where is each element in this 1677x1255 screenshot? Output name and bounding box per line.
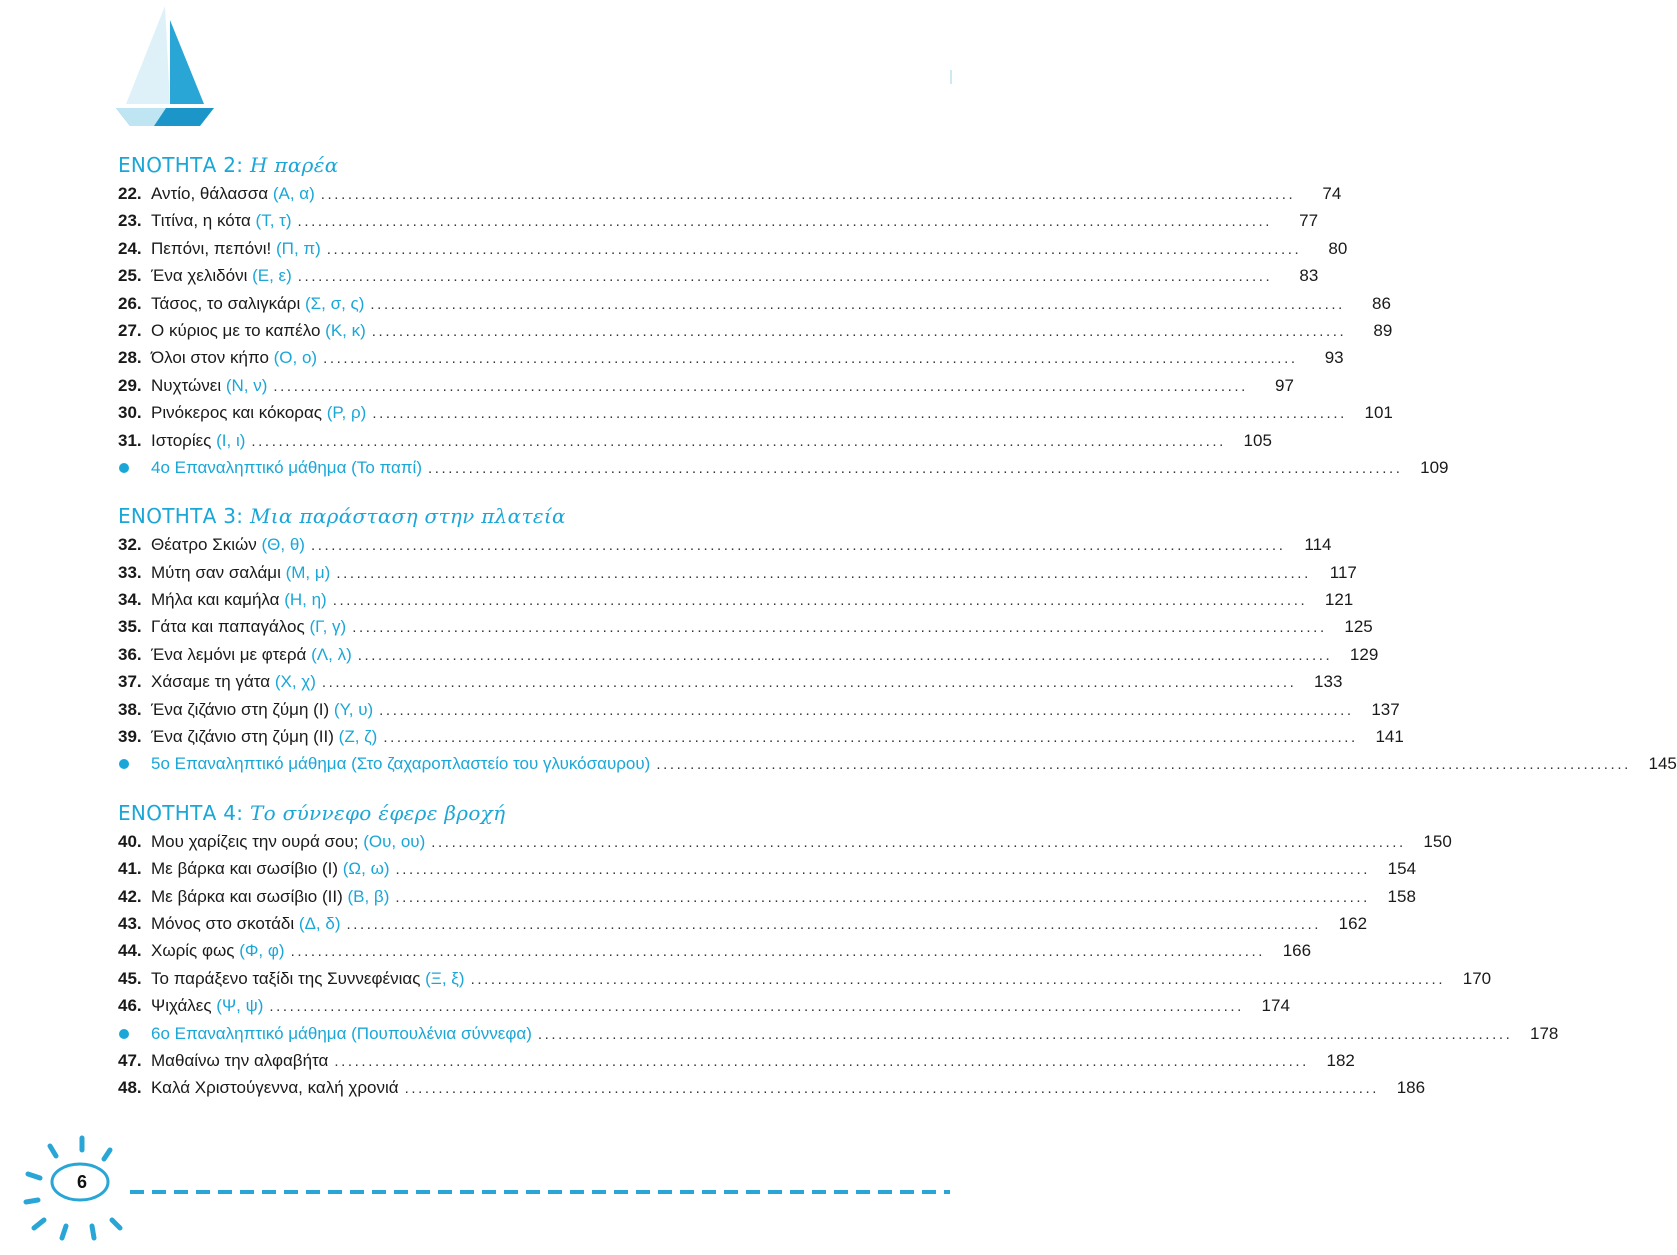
lesson-row: [118, 965, 1492, 992]
lesson-row: [118, 427, 1272, 454]
lesson-title: [151, 207, 292, 234]
lesson-letters: (Α, α): [272, 184, 315, 203]
lesson-title: [151, 992, 263, 1019]
lesson-letters: (Ι, ι): [216, 430, 246, 450]
lesson-row: [118, 696, 1400, 723]
dot-leader: ................................................................................................................................................: [321, 674, 1297, 692]
lesson-number: 26.: [118, 293, 142, 313]
lesson-text: Όλοι στον κήπο: [151, 348, 269, 368]
dot-leader: ................................................................................................................................................: [251, 432, 1226, 450]
lesson-page: 141: [1375, 727, 1404, 747]
lesson-text: Θέατρο Σκιών: [151, 535, 257, 555]
lesson-title: [151, 641, 352, 668]
lesson-text: Τιτίνα, η κότα: [151, 211, 251, 231]
review-lesson-row: [118, 454, 1449, 481]
dot-leader: ................................................................................................................................................: [310, 537, 1286, 555]
lesson-number: 41.: [118, 859, 142, 879]
lesson-title: [151, 613, 346, 640]
lesson-text: 5ο Επαναληπτικό μάθημα (Στο ζαχαροπλαστείο του γλυκόσαυρου): [151, 754, 651, 774]
dot-leader: ................................................................................................................................................: [297, 268, 1273, 286]
lesson-text: Καλά Χριστούγεννα, καλή χρονιά: [151, 1078, 399, 1098]
lesson-letters: (Β, β): [347, 886, 390, 906]
lesson-number: 25.: [118, 266, 142, 286]
dot-leader: ................................................................................................................................................: [431, 833, 1406, 851]
lesson-row: [118, 1074, 1426, 1101]
lesson-text: Ρινόκερος και κόκορας: [151, 403, 322, 423]
lesson-text: Μήλα και καμήλα: [151, 590, 280, 610]
lesson-page: 145: [1648, 754, 1677, 774]
section-label: ΕΝΟΤΗΤΑ 4:: [118, 800, 244, 825]
lesson-title: [151, 883, 389, 910]
lesson-row: [118, 290, 1391, 317]
dot-leader: ................................................................................................................................................: [269, 998, 1244, 1016]
lesson-letters: (Ξ, ξ): [425, 968, 465, 988]
lesson-number: 38.: [118, 699, 142, 719]
lesson-number: 39.: [118, 727, 142, 747]
dot-leader: ................................................................................................................................................: [371, 322, 1347, 340]
lesson-number: 35.: [118, 617, 142, 637]
lesson-letters: (Ζ, ζ): [338, 727, 378, 747]
toc-section: [118, 150, 1449, 481]
section-subtitle: Μια παράσταση στην πλατεία: [250, 504, 566, 529]
lesson-text: Ο κύριος με το καπέλο: [151, 320, 321, 340]
dot-leader: ................................................................................................................................................: [352, 619, 1327, 637]
lesson-row: [118, 723, 1404, 750]
lesson-letters: (Ψ, ψ): [216, 996, 264, 1016]
dashed-divider: [130, 1180, 950, 1204]
lesson-title: [151, 1047, 328, 1074]
review-lesson-row: [118, 1020, 1559, 1047]
lesson-text: Αντίο, θάλασσα: [151, 184, 269, 203]
dot-leader: ................................................................................................................................................: [297, 213, 1273, 231]
lesson-page: 89: [1373, 320, 1393, 340]
lesson-row: [118, 1047, 1355, 1074]
lesson-letters: (Τ, τ): [255, 211, 292, 231]
lesson-title: [151, 180, 315, 207]
lesson-text: Νυχτώνει: [151, 375, 222, 395]
lesson-text: Ένα λεμόνι με φτερά: [151, 644, 307, 664]
dot-leader: ................................................................................................................................................: [383, 729, 1358, 747]
lesson-title: [151, 559, 330, 586]
bullet-icon: [118, 751, 151, 778]
lesson-number: 32.: [118, 535, 142, 555]
dot-leader: ................................................................................................................................................: [357, 646, 1333, 664]
lesson-page: 158: [1387, 886, 1416, 906]
lesson-page: 80: [1328, 238, 1348, 258]
lesson-row: [118, 180, 1342, 207]
section-label: ΕΝΟΤΗΤΑ 2:: [118, 153, 244, 177]
lesson-row: [118, 531, 1332, 558]
lesson-page: 97: [1275, 375, 1294, 395]
dot-leader: ................................................................................................................................................: [332, 592, 1308, 610]
lesson-text: Ψιχάλες: [151, 996, 212, 1016]
lesson-page: 178: [1530, 1023, 1559, 1043]
lesson-title: [151, 372, 267, 399]
lesson-letters: (Γ, γ): [309, 617, 347, 637]
lesson-text: 4ο Επαναληπτικό μάθημα (Το παπί): [151, 457, 422, 477]
lesson-title: [151, 1074, 399, 1101]
lesson-row: [118, 613, 1373, 640]
lesson-row: [118, 317, 1393, 344]
bullet-icon: [118, 1020, 151, 1047]
lesson-page: 86: [1372, 293, 1391, 313]
dot-leader: ................................................................................................................................................: [290, 943, 1266, 961]
lesson-page: 105: [1243, 430, 1272, 450]
lesson-page: 121: [1324, 590, 1354, 610]
lesson-number: 43.: [118, 913, 142, 933]
lesson-letters: (Θ, θ): [261, 535, 305, 555]
lesson-letters: (Χ, χ): [274, 672, 316, 692]
lesson-page: 129: [1349, 644, 1379, 664]
lesson-number: 24.: [118, 238, 142, 258]
toc-section: [118, 501, 1677, 778]
lesson-number: 22.: [118, 184, 142, 203]
lesson-number: 27.: [118, 320, 142, 340]
margin-mark: [950, 70, 952, 84]
lesson-text: Με βάρκα και σωσίβιο (ΙΙ): [151, 886, 343, 906]
lesson-title: [151, 586, 327, 613]
dot-leader: ................................................................................................................................................: [379, 701, 1354, 719]
lesson-letters: (Δ, δ): [298, 913, 341, 933]
lesson-text: Το παράξενο ταξίδι της Συννεφένιας: [151, 968, 421, 988]
lesson-text: Μόνος στο σκοτάδι: [151, 913, 295, 933]
section-subtitle: Το σύννεφο έφερε βροχή: [250, 800, 506, 825]
section-title: [118, 798, 858, 828]
lesson-letters: (Ο, ο): [273, 348, 318, 368]
lesson-title: [151, 531, 305, 558]
lesson-number: 47.: [118, 1050, 142, 1070]
lesson-row: [118, 262, 1319, 289]
dot-leader: ................................................................................................................................................: [370, 295, 1345, 313]
section-title: [118, 150, 858, 180]
lesson-title: [151, 910, 341, 937]
lesson-number: 30.: [118, 403, 142, 423]
lesson-title: [151, 427, 245, 454]
page-number: 6: [76, 1172, 87, 1192]
lesson-page: 109: [1420, 457, 1449, 477]
lesson-page: 174: [1261, 996, 1290, 1016]
section-label: ΕΝΟΤΗΤΑ 3:: [118, 504, 244, 529]
lesson-row: [118, 372, 1294, 399]
lesson-page: 74: [1322, 184, 1342, 203]
lesson-title: [151, 454, 422, 481]
lesson-text: Τάσος, το σαλιγκάρι: [151, 293, 301, 313]
lesson-row: [118, 992, 1290, 1019]
lesson-letters: (Υ, υ): [333, 699, 374, 719]
lesson-page: 77: [1299, 211, 1319, 231]
lesson-title: [151, 317, 366, 344]
lesson-row: [118, 207, 1319, 234]
lesson-page: 101: [1364, 403, 1393, 423]
dot-leader: ................................................................................................................................................: [320, 186, 1296, 203]
lesson-number: 42.: [118, 886, 142, 906]
section-title: [118, 501, 858, 531]
lesson-text: Μύτη σαν σαλάμι: [151, 562, 281, 582]
lesson-text: Ιστορίες: [151, 430, 212, 450]
dot-leader: ................................................................................................................................................: [346, 915, 1322, 933]
lesson-row: [118, 883, 1416, 910]
lesson-title: [151, 262, 292, 289]
lesson-number: 48.: [118, 1078, 142, 1098]
lesson-row: [118, 399, 1393, 426]
lesson-title: [151, 668, 316, 695]
lesson-page: 133: [1314, 672, 1343, 692]
lesson-text: Ένα ζιζάνιο στη ζύμη (ΙΙ): [151, 727, 334, 747]
sailboat-illustration: [110, 0, 230, 130]
dot-leader: ................................................................................................................................................: [334, 1052, 1309, 1070]
lesson-page: 186: [1396, 1078, 1426, 1098]
lesson-row: [118, 828, 1452, 855]
lesson-number: 45.: [118, 968, 142, 988]
lesson-number: 29.: [118, 375, 142, 395]
lesson-page: 182: [1326, 1050, 1355, 1070]
lesson-letters: (Ω, ω): [342, 859, 390, 879]
lesson-page: 125: [1344, 617, 1373, 637]
lesson-number: 46.: [118, 996, 142, 1016]
lesson-title: [151, 723, 377, 750]
lesson-letters: (Ρ, ρ): [326, 403, 367, 423]
lesson-page: 117: [1329, 562, 1357, 582]
lesson-title: [151, 855, 390, 882]
dot-leader: ................................................................................................................................................: [395, 861, 1371, 879]
lesson-letters: (Κ, κ): [325, 320, 366, 340]
lesson-letters: (Φ, φ): [239, 941, 285, 961]
lesson-number: 40.: [118, 831, 142, 851]
lesson-letters: (Ου, ου): [363, 831, 426, 851]
lesson-letters: (Π, π): [276, 238, 321, 258]
lesson-title: [151, 750, 650, 777]
lesson-page: 137: [1371, 699, 1400, 719]
review-lesson-row: [118, 750, 1677, 777]
lesson-letters: (Ν, ν): [225, 375, 268, 395]
dot-leader: ................................................................................................................................................: [404, 1080, 1380, 1098]
lesson-title: [151, 1020, 532, 1047]
dot-leader: ................................................................................................................................................: [336, 564, 1311, 582]
lesson-row: [118, 559, 1357, 586]
lesson-title: [151, 965, 465, 992]
dot-leader: ................................................................................................................................................: [427, 459, 1403, 477]
lesson-letters: (Μ, μ): [285, 562, 331, 582]
lesson-row: [118, 910, 1368, 937]
lesson-text: 6ο Επαναληπτικό μάθημα (Πουπουλένια σύννεφα): [151, 1023, 532, 1043]
dot-leader: ................................................................................................................................................: [372, 405, 1347, 423]
dot-leader: ................................................................................................................................................: [395, 888, 1370, 906]
lesson-number: 44.: [118, 941, 142, 961]
lesson-number: 23.: [118, 211, 142, 231]
lesson-title: [151, 344, 317, 371]
lesson-text: Μου χαρίζεις την ουρά σου;: [151, 831, 359, 851]
lesson-row: [118, 641, 1379, 668]
lesson-letters: (Η, η): [284, 590, 327, 610]
lesson-page: 162: [1338, 913, 1368, 933]
dot-leader: ................................................................................................................................................: [273, 377, 1248, 395]
dot-leader: ................................................................................................................................................: [537, 1025, 1513, 1043]
lesson-letters: (Λ, λ): [311, 644, 352, 664]
lesson-title: [151, 937, 285, 964]
lesson-number: 37.: [118, 672, 142, 692]
lesson-text: Ένα ζιζάνιο στη ζύμη (Ι): [151, 699, 330, 719]
lesson-text: Με βάρκα και σωσίβιο (Ι): [151, 859, 339, 879]
lesson-row: [118, 668, 1343, 695]
lesson-number: 31.: [118, 430, 142, 450]
lesson-text: Πεπόνι, πεπόνι!: [151, 238, 272, 258]
lesson-page: 150: [1423, 831, 1452, 851]
lesson-number: 36.: [118, 644, 142, 664]
dot-leader: ................................................................................................................................................: [323, 350, 1298, 368]
dot-leader: ................................................................................................................................................: [470, 970, 1446, 988]
bullet-icon: [118, 454, 151, 481]
dot-leader: ................................................................................................................................................: [326, 240, 1302, 258]
lesson-title: [151, 696, 373, 723]
lesson-text: Χωρίς φως: [151, 941, 235, 961]
lesson-letters: (Σ, σ, ς): [304, 293, 365, 313]
lesson-text: Ένα χελιδόνι: [151, 266, 248, 286]
lesson-page: 170: [1462, 968, 1492, 988]
toc-section: [118, 798, 1559, 1102]
lesson-title: [151, 828, 425, 855]
lesson-row: [118, 855, 1417, 882]
lesson-number: 33.: [118, 562, 142, 582]
section-subtitle: Η παρέα: [250, 153, 339, 177]
lesson-page: 93: [1324, 348, 1344, 368]
lesson-text: Μαθαίνω την αλφαβήτα: [151, 1050, 329, 1070]
lesson-row: [118, 586, 1354, 613]
lesson-page: 166: [1282, 941, 1312, 961]
dot-leader: ................................................................................................................................................: [656, 756, 1631, 774]
lesson-page: 83: [1299, 266, 1319, 286]
lesson-text: Γάτα και παπαγάλος: [151, 617, 305, 637]
lesson-row: [118, 235, 1348, 262]
table-of-contents: [118, 150, 1677, 1122]
lesson-row: [118, 344, 1344, 371]
lesson-title: [151, 399, 366, 426]
lesson-letters: (Ε, ε): [252, 266, 292, 286]
lesson-row: [118, 937, 1312, 964]
lesson-page: 154: [1387, 859, 1417, 879]
lesson-title: [151, 235, 321, 262]
lesson-number: 28.: [118, 348, 142, 368]
lesson-title: [151, 290, 364, 317]
lesson-text: Χάσαμε τη γάτα: [151, 672, 271, 692]
lesson-number: 34.: [118, 590, 142, 610]
lesson-page: 114: [1304, 535, 1332, 555]
